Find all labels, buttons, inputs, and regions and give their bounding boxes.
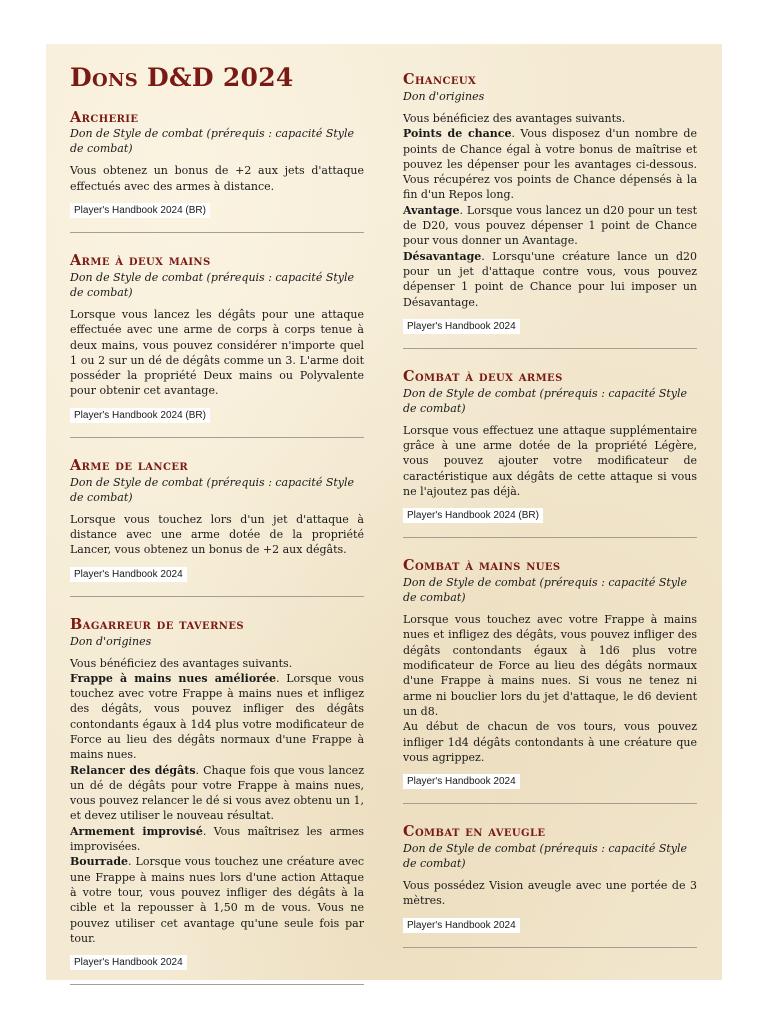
feat-text: Vous bénéficiez des avantages suivants. xyxy=(70,656,293,670)
feat-paragraph xyxy=(70,824,364,855)
section-divider xyxy=(403,803,697,804)
section-divider xyxy=(70,984,364,985)
feat-paragraph xyxy=(403,719,697,765)
feat-subtitle: Don de Style de combat (prérequis : capacité Style de combat) xyxy=(403,842,688,871)
feat-arme-a-deux-mains xyxy=(70,253,364,438)
feat-combat-a-mains-nues xyxy=(403,558,697,804)
feat-paragraph xyxy=(70,671,364,763)
feat-body xyxy=(403,878,697,909)
feat-text: Vous bénéficiez des avantages suivants. xyxy=(403,111,626,125)
source-badge: Player's Handbook 2024 (BR) xyxy=(70,408,210,423)
feat-archerie xyxy=(70,110,364,234)
feat-text: . Lorsqu'une créature lance un d20 pour un jet d'attaque contre vous, vous pouvez dépenser 1 point de Chance pour lui imposer un Désavantage. xyxy=(403,249,697,309)
feat-body xyxy=(70,307,364,399)
source-badge: Player's Handbook 2024 (BR) xyxy=(70,203,210,218)
feat-paragraph xyxy=(403,612,697,719)
feat-text: Lorsque vous touchez avec votre Frappe à mains nues et infligez des dégâts, vous pouvez infliger des dégâts contondants égaux à 1d6 plus votre modificateur de Force au lieu des dégâts normaux d'une Frappe à mains nues. Si vous ne tenez ni arme ni bouclier lors du jet d'attaque, le d6 devient un d8. xyxy=(403,613,697,718)
document-page xyxy=(46,44,722,980)
feat-title: Arme de lancer xyxy=(70,456,189,474)
feat-paragraph xyxy=(70,854,364,946)
feat-body xyxy=(403,423,697,499)
feat-text: . Lorsque vous touchez une créature avec une Frappe à mains nues lors d'une action Attaque à votre tour, vous pouvez infliger des dégâts à la cible et la repousser à 1,50 m de vous. Vous ne pouvez utiliser cet avantage qu'une seule fois par tour. xyxy=(70,855,364,945)
feat-body xyxy=(70,163,364,194)
feat-body xyxy=(403,612,697,765)
feat-body xyxy=(70,512,364,558)
feat-text: . Lorsque vous touchez avec votre Frappe à mains nues et infligez des dégâts, vous pouvez infliger des dégâts contondants égaux à 1d4 plus votre modificateur de Force au lieu des dégâts normaux d'une Frappe à mains nues. xyxy=(70,671,364,762)
feat-paragraph xyxy=(403,249,697,310)
section-divider xyxy=(403,348,697,349)
feat-subtitle: Don de Style de combat (prérequis : capacité Style de combat) xyxy=(70,270,355,299)
section-divider xyxy=(70,232,364,233)
feat-chanceux xyxy=(403,72,697,349)
feat-combat-a-deux-armes xyxy=(403,369,697,538)
feat-text: . Lorsque vous lancez un d20 pour un test de D20, vous pouvez dépenser 1 point de Chance pour vous donner un Avantage. xyxy=(403,203,697,248)
source-badge: Player's Handbook 2024 xyxy=(70,955,187,970)
feat-paragraph xyxy=(403,126,697,202)
feat-term: Frappe à mains nues améliorée xyxy=(70,671,276,685)
feat-term: Bourrade xyxy=(70,855,129,869)
source-badge: Player's Handbook 2024 xyxy=(403,918,520,933)
source-badge: Player's Handbook 2024 xyxy=(70,567,187,582)
left-column xyxy=(70,44,364,1005)
section-divider xyxy=(70,596,364,597)
section-divider xyxy=(403,947,697,948)
feat-title: Arme à deux mains xyxy=(70,252,211,270)
feat-title: Bagarreur de tavernes xyxy=(70,615,244,633)
page-title: Dons D&D 2024 xyxy=(70,63,294,92)
feat-subtitle: Don de Style de combat (prérequis : capacité Style de combat) xyxy=(403,576,688,605)
feat-term: Désavantage xyxy=(403,249,482,263)
feat-text: Vous obtenez un bonus de +2 aux jets d'attaque effectués avec des armes à distance. xyxy=(70,164,364,193)
feat-title: Combat en aveugle xyxy=(403,823,546,841)
feat-term: Relancer des dégâts xyxy=(70,763,196,777)
feat-paragraph xyxy=(403,878,697,909)
feat-paragraph xyxy=(70,656,364,671)
source-badge: Player's Handbook 2024 xyxy=(403,774,520,789)
source-badge: Player's Handbook 2024 xyxy=(403,319,520,334)
feat-body xyxy=(70,656,364,947)
feat-paragraph xyxy=(70,163,364,194)
feat-body xyxy=(403,111,697,310)
feat-subtitle: Don d'origines xyxy=(403,89,485,103)
feat-subtitle: Don de Style de combat (prérequis : capacité Style de combat) xyxy=(70,475,355,504)
right-column xyxy=(403,44,697,968)
feat-paragraph xyxy=(70,512,364,558)
feat-term: Avantage xyxy=(403,203,460,217)
section-divider xyxy=(403,537,697,538)
feat-text: . Chaque fois que vous lancez un dé de dégâts pour votre Frappe à mains nues, vous pouvez relancer le dé si vous avez obtenu un 1, et devez utiliser le nouveau résultat. xyxy=(70,763,364,823)
feat-paragraph xyxy=(403,203,697,249)
feat-text: Lorsque vous lancez les dégâts pour une attaque effectuée avec une arme de corps à corps tenue à deux mains, vous pouvez considérer n'importe quel 1 ou 2 sur un dé de dégâts comme un 3. L'arme doit posséder la propriété Deux mains ou Polyvalente pour obtenir cet avantage. xyxy=(70,307,364,398)
section-divider xyxy=(70,437,364,438)
feat-subtitle: Don de Style de combat (prérequis : capacité Style de combat) xyxy=(403,386,688,415)
feat-text: Au début de chacun de vos tours, vous pouvez infliger 1d4 dégâts contondants à une créature que vous agrippez. xyxy=(403,720,697,764)
feat-subtitle: Don d'origines xyxy=(70,634,152,648)
feat-text: . Vous disposez d'un nombre de points de Chance égal à votre bonus de maîtrise et pouvez les dépenser pour les avantages ci-dessous. Vous récupérez vos points de Chance dépensés à la fin d'un Repos long. xyxy=(403,127,697,202)
feat-combat-en-aveugle xyxy=(403,824,697,948)
feat-term: Points de chance xyxy=(403,127,512,141)
feat-term: Armement improvisé xyxy=(70,824,203,838)
feat-subtitle: Don de Style de combat (prérequis : capacité Style de combat) xyxy=(70,127,355,156)
feat-paragraph xyxy=(70,307,364,399)
feat-text: Lorsque vous touchez lors d'un jet d'attaque à distance avec une arme dotée de la propriété Lancer, vous obtenez un bonus de +2 aux dégâts. xyxy=(70,512,364,557)
feat-bagarreur-de-tavernes xyxy=(70,617,364,986)
source-badge: Player's Handbook 2024 (BR) xyxy=(403,508,543,523)
feat-text: Lorsque vous effectuez une attaque supplémentaire grâce à une arme dotée de la propriété Légère, vous pouvez ajouter votre modificateur de caractéristique aux dégâts de cette attaque si vous ne l'ajoutez pas déjà. xyxy=(403,423,697,498)
feat-title: Archerie xyxy=(70,108,139,126)
feat-title: Combat à mains nues xyxy=(403,557,561,575)
feat-paragraph xyxy=(403,423,697,499)
feat-text: . Vous maîtrisez les armes improvisées. xyxy=(70,824,365,854)
feat-title: Chanceux xyxy=(403,71,477,88)
feat-paragraph xyxy=(70,763,364,824)
feat-title: Combat à deux armes xyxy=(403,367,563,385)
feat-text: Vous possédez Vision aveugle avec une portée de 3 mètres. xyxy=(403,879,697,908)
feat-paragraph xyxy=(403,111,697,126)
feat-arme-de-lancer xyxy=(70,458,364,597)
